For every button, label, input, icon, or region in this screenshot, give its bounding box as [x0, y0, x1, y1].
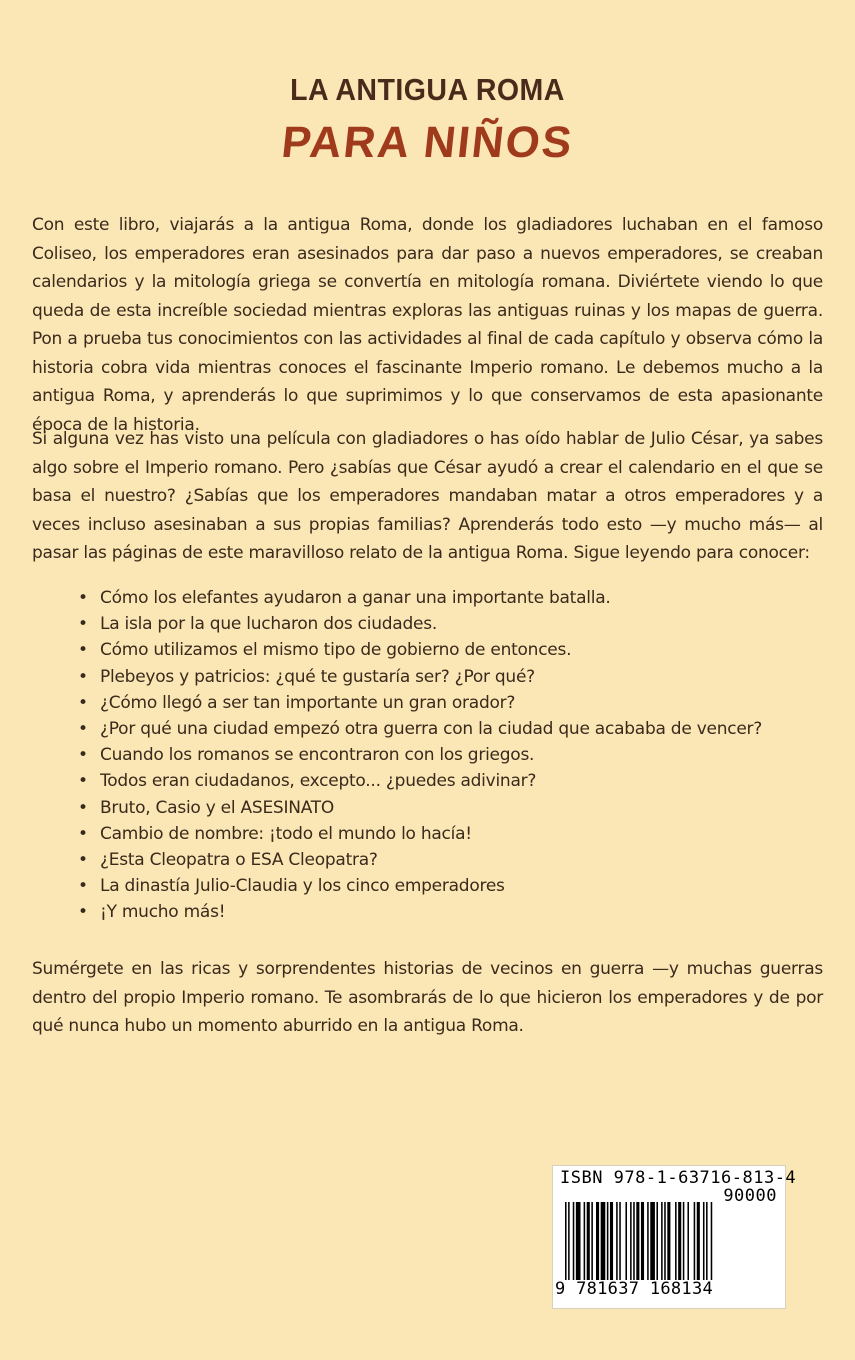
list-item: • Plebeyos y patricios: ¿qué te gustaría ser? ¿Por qué?	[78, 664, 762, 690]
list-item: • Cuando los romanos se encontraron con los griegos.	[78, 742, 762, 768]
barcode-bar	[656, 1202, 658, 1280]
barcode-bar	[568, 1202, 570, 1280]
barcode-bar	[664, 1202, 666, 1280]
barcode-bar	[596, 1202, 599, 1280]
barcode-bar	[683, 1202, 685, 1280]
closing-paragraph: Sumérgete en las ricas y sorprendentes historias de vecinos en guerra —y muchas guerras dentro del propio Imperio romano. Te asombrarás de lo que hicieron los emperadores y de por qué nunca hubo un momento aburrido en la antigua Roma.	[32, 959, 823, 1036]
isbn-barcode	[552, 1165, 797, 1309]
barcode-bar	[694, 1202, 696, 1280]
barcode-number: 9 781637 168134	[555, 1279, 714, 1299]
barcode-bar	[667, 1202, 670, 1280]
barcode-bar	[711, 1202, 713, 1280]
isbn-label: ISBN 978-1-63716-813-4	[560, 1168, 797, 1188]
list-item: • Bruto, Casio y el ASESINATO	[78, 795, 762, 821]
barcode-bar	[610, 1202, 613, 1280]
list-item: • La isla por la que lucharon dos ciudades.	[78, 611, 762, 637]
barcode-bar	[636, 1202, 639, 1280]
barcode-bar	[703, 1202, 705, 1280]
list-item: • Cómo los elefantes ayudaron a ganar una importante batalla.	[78, 585, 762, 611]
barcode-bar	[647, 1202, 649, 1280]
barcode-bar	[591, 1202, 593, 1280]
list-item: • ¡Y mucho más!	[78, 899, 762, 925]
barcode-bars	[565, 1202, 773, 1280]
barcode-bar	[607, 1202, 609, 1280]
intro-paragraph: Con este libro, viajarás a la antigua Roma, donde los gladiadores luchaban en el famoso Coliseo, los emperadores eran asesinados para dar paso a nuevos emperadores, se creaban calendarios y la mitología griega se convertía en mitología romana. Diviértete viendo lo que queda de esta increíble sociedad mientras exploras las antiguas ruinas y los mapas de guerra. Pon a prueba tus conocimientos con las actividades al final de cada capítulo y observa cómo la historia cobra vida mientras conoces el fascinante Imperio romano. Le debemos mucho a la antigua Roma, y aprenderás lo que suprimimos y lo que conservamos de esta apasionante época de la historia.	[32, 215, 823, 435]
barcode-bar	[633, 1202, 635, 1280]
barcode-bar	[641, 1202, 644, 1280]
barcode-bar	[630, 1202, 632, 1280]
barcode-bar	[587, 1202, 590, 1280]
barcode-bar	[678, 1202, 681, 1280]
list-item: • ¿Cómo llegó a ser tan importante un gran orador?	[78, 690, 762, 716]
barcode-bar	[616, 1202, 618, 1280]
barcode-bar	[661, 1202, 663, 1280]
list-item: • La dinastía Julio-Claudia y los cinco emperadores	[78, 873, 762, 899]
barcode-bar	[565, 1202, 567, 1280]
barcode-bar	[584, 1202, 586, 1280]
barcode-bar	[576, 1202, 581, 1280]
barcode-bar	[650, 1202, 655, 1280]
barcode-bar	[573, 1202, 575, 1280]
list-item: • Cómo utilizamos el mismo tipo de gobierno de entonces.	[78, 637, 762, 663]
barcode-bar	[601, 1202, 606, 1280]
barcode-bar	[675, 1202, 677, 1280]
topics-list	[78, 585, 762, 926]
list-item: • Todos eran ciudadanos, excepto... ¿puedes adivinar?	[78, 768, 762, 794]
barcode-bar	[697, 1202, 700, 1280]
price-addon: 90000	[723, 1186, 777, 1206]
list-item: • ¿Por qué una ciudad empezó otra guerra con la ciudad que acababa de vencer?	[78, 716, 762, 742]
title-line-2: PARA NIÑOS	[279, 118, 576, 167]
barcode-bar	[706, 1202, 708, 1280]
second-paragraph: Si alguna vez has visto una película con gladiadores o has oído hablar de Julio César, ya sabes algo sobre el Imperio romano. Pero ¿sabías que César ayudó a crear el calendario en el que se basa el nuestro? ¿Sabías que los emperadores mandaban matar a otros emperadores y a veces incluso asesinaban a sus propias familias? Aprenderás todo esto —y mucho más— al pasar las páginas de este maravilloso relato de la antigua Roma. Sigue leyendo para conocer:	[32, 429, 823, 563]
list-item: • Cambio de nombre: ¡todo el mundo lo hacía!	[78, 821, 762, 847]
title-line-1: LA ANTIGUA ROMA	[290, 72, 565, 107]
list-item: • ¿Esta Cleopatra o ESA Cleopatra?	[78, 847, 762, 873]
barcode-bar	[619, 1202, 621, 1280]
barcode-bar	[625, 1202, 627, 1280]
barcode-bar	[687, 1202, 689, 1280]
